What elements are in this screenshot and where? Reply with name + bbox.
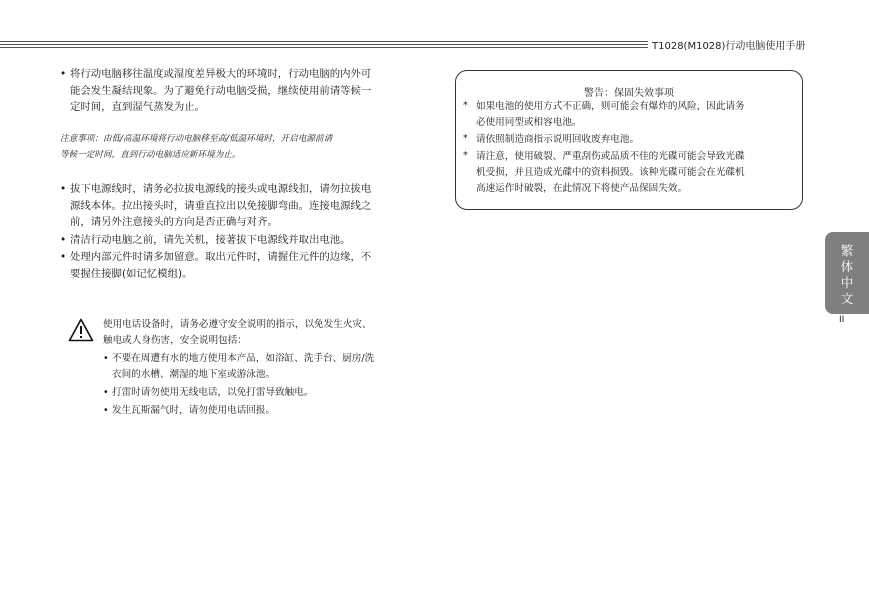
list-item [60, 249, 420, 282]
text-line: 请依照制造商指示说明回收废弃电池。 [476, 134, 640, 145]
language-tab-char: 中 [840, 275, 854, 290]
warning-box [455, 70, 803, 210]
text-line: 衣间的水槽、潮湿的地下室或游泳池。 [112, 369, 276, 380]
text-line: 机受损，并且造成光碟中的资料损毁。该种光碟可能会在光碟机 [476, 167, 745, 178]
page-number: II [839, 315, 845, 325]
text-line: 处理内部元件时请多加留意。取出元件时，请握住元件的边缘，不 [70, 251, 372, 263]
text-line: 使用电话设备时，请务必遵守安全说明的指示，以免发生火灾、 [103, 319, 372, 330]
bullet-icon: • [60, 68, 67, 80]
language-tab[interactable] [825, 232, 869, 314]
text-line: 源线本体。拉出接头时，请垂直拉出以免接脚弯曲。连接电源线之 [70, 199, 372, 212]
text-line: 必使用同型或相容电池。 [476, 117, 582, 128]
text-line: 将行动电脑移往温度或湿度差异极大的环境时，行动电脑的内外可 [70, 68, 372, 80]
warning-title: 警告：保固失效事项 [584, 88, 674, 99]
text-line: 不要在周遭有水的地方使用本产品，如浴缸、洗手台、厨房/洗 [112, 353, 375, 364]
list-item [103, 351, 423, 383]
safety-items [103, 351, 423, 419]
list-item [463, 132, 796, 148]
bullet-icon: • [103, 405, 109, 416]
header-rules [0, 41, 648, 50]
left-bottom-bullets [60, 181, 420, 283]
bullet-icon: • [60, 233, 67, 246]
note-text [60, 131, 420, 163]
bullet-icon: * [463, 150, 468, 161]
warning-triangle-icon [68, 318, 94, 342]
bullet-icon: • [103, 387, 109, 398]
text-line: 触电或人身伤害，安全说明包括： [103, 335, 247, 346]
bullet-icon: • [60, 183, 67, 195]
language-tab-char: 繁 [840, 243, 854, 258]
bullet-icon: • [103, 353, 109, 364]
text-line: 打雷时请勿使用无线电话，以免打雷导致触电。 [112, 387, 314, 398]
left-top-bullets [60, 66, 418, 116]
list-item [463, 99, 796, 131]
safety-intro [103, 317, 423, 349]
bullet-icon: * [463, 100, 468, 111]
text-line: 等候一定时间，直到行动电脑适应新环境为止。 [60, 150, 241, 160]
text-line: 高速运作时破裂，在此情况下将使产品保固失效。 [476, 183, 688, 194]
safety-section [103, 317, 423, 419]
list-item [103, 403, 423, 419]
language-tab-char: 文 [840, 291, 854, 306]
text-line: 如果电池的使用方式不正确，则可能会有爆炸的风险，因此请务 [476, 101, 745, 112]
text-line: 前，请另外注意接头的方向是否正确与对齐。 [70, 216, 278, 228]
bullet-icon: • [60, 251, 67, 263]
text-line: 拔下电源线时，请务必拉拔电源线的接头或电源线扣，请勿拉拔电 [70, 183, 372, 195]
list-item [60, 66, 418, 116]
text-line: 发生瓦斯漏气时，请勿使用电话回报。 [112, 405, 276, 416]
text-line: 请注意，使用破裂、严重刮伤或品质不佳的光碟可能会导致光碟 [476, 151, 745, 162]
list-item [60, 232, 420, 249]
list-item [103, 385, 423, 401]
language-tab-char: 体 [840, 259, 854, 274]
bullet-icon: * [463, 133, 468, 144]
warning-list [463, 99, 796, 198]
text-line: 定时间，直到湿气蒸发为止。 [70, 101, 206, 113]
list-item [60, 181, 420, 231]
text-line: 清洁行动电脑之前，请先关机，接著拔下电源线并取出电池。 [70, 233, 351, 246]
list-item [463, 149, 796, 197]
header-title: T1028(M1028)行动电脑使用手册 [652, 41, 806, 52]
text-line: 要握住接脚(如记忆模组)。 [70, 267, 193, 280]
text-line: 注意事项：由低/高温环境将行动电脑移至高/低温环境时，开启电源前请 [60, 134, 333, 144]
text-line: 能会发生凝结现象。为了避免行动电脑受损，继续使用前请等候一 [70, 84, 372, 97]
